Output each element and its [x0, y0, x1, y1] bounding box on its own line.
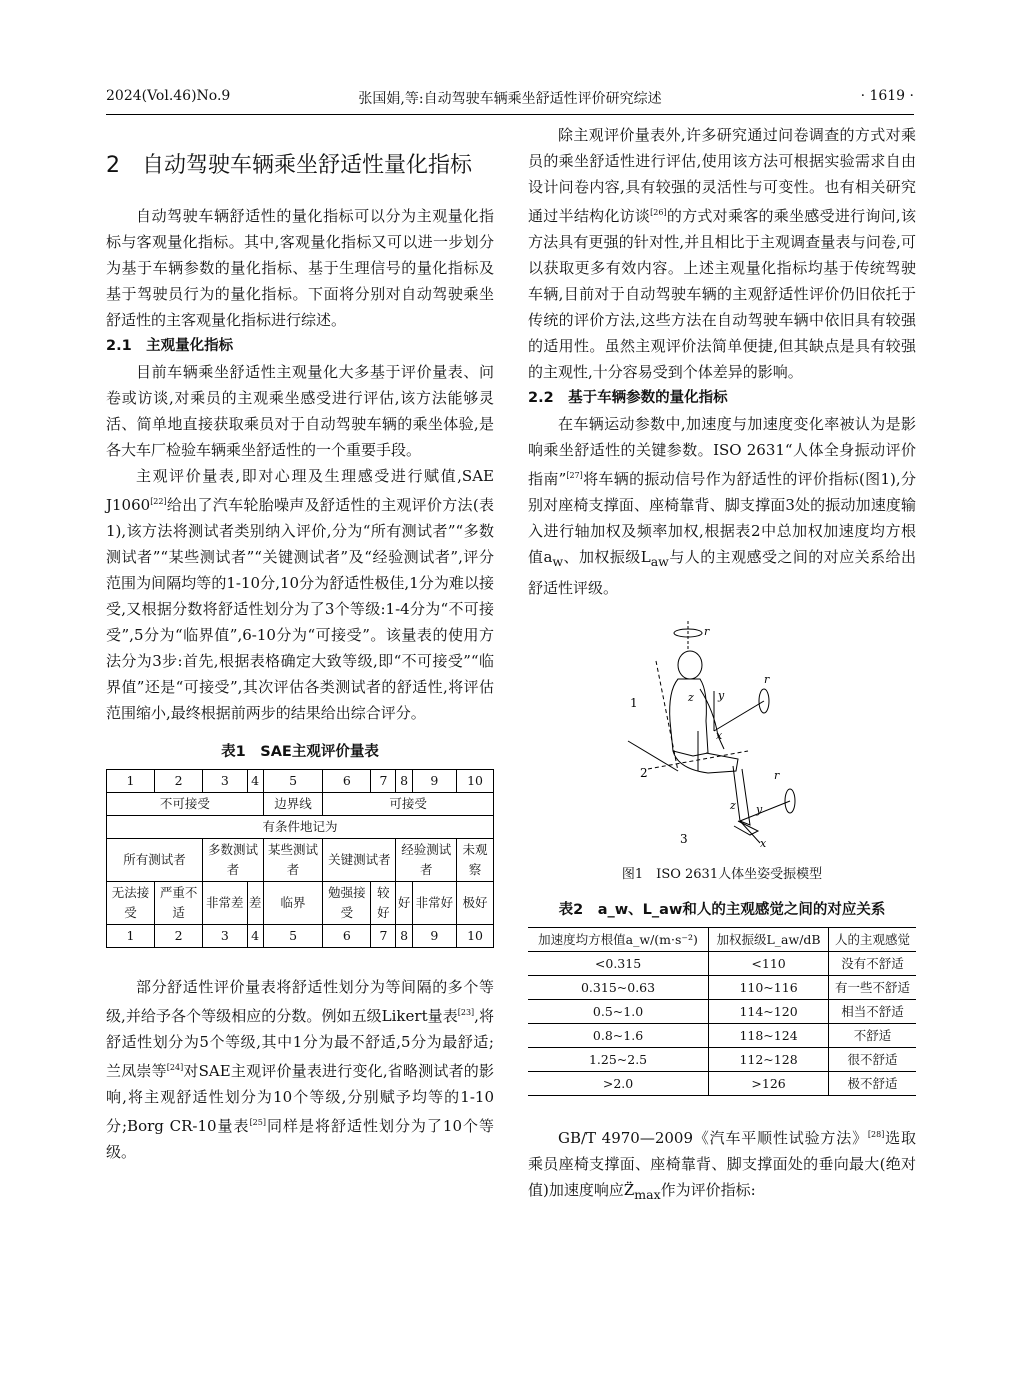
section-title: 2 自动驾驶车辆乘坐舒适性量化指标 — [106, 153, 472, 178]
axis-label: x — [716, 729, 723, 742]
table-row: 1 2 3 4 5 6 7 8 9 10 — [107, 925, 494, 948]
table-row: 有条件地记为 — [107, 816, 494, 839]
table-row: 0.315~0.63 110~116 有一些不舒适 — [528, 976, 916, 1000]
aw-law-table — [528, 927, 916, 1096]
table-row: 无法接受 严重不适 非常差 差 临界 勉强接受 较好 好 非常好 极好 — [107, 882, 494, 925]
table-row: 0.5~1.0 114~120 相当不舒适 — [528, 1000, 916, 1024]
table-row: >2.0 >126 极不舒适 — [528, 1072, 916, 1096]
subsection-title: 2.1 主观量化指标 — [106, 338, 234, 354]
paragraph: 主观评价量表,即对心理及生理感受进行赋值,SAE J1060[22]给出了汽车轮胎噪声及舒适性的主观评价方法(表1),该方法将测试者类别纳入评价,分为“所有测试者”“多数测试者”“某些测试者”“关键测试者”及“经验测试者”,评分范围为间隔均等的1-10分,10分为舒适性极佳,1分为难以接受,又根据分数将舒适性划分为了3个等级:1-4分为“不可接受”,5分为“临界值”,6-10分为“可接受”。该量表的使用方法分为3步:首先,根据表格确定大致等级,即“不可接受”“临界值”还是“可接受”,其次评估各类测试者的舒适性,将评估范围缩小,最终根据前两步的结果给出综合评分。 — [106, 467, 494, 722]
axis-label: z — [730, 799, 736, 812]
page-number: · 1619 · — [860, 88, 914, 104]
intro-paragraph: 自动驾驶车辆舒适性的量化指标可以分为主观量化指标与客观量化指标。其中,客观量化指标又可以进一步划分为基于车辆参数的量化指标、基于生理信号的量化指标及基于驾驶员行为的量化指标。下面将分别对自动驾驶乘坐舒适性的主客观量化指标进行综述。 — [106, 207, 494, 329]
table-row: 0.8~1.6 118~124 不舒适 — [528, 1024, 916, 1048]
axis-label: y — [756, 803, 763, 816]
axis-label: y — [718, 689, 725, 702]
table-header-row: 加速度均方根值a_w/(m·s⁻²) 加权振级L_aw/dB 人的主观感觉 — [528, 928, 916, 952]
table-caption: 表2 a_w、L_aw和人的主观感觉之间的对应关系 — [558, 902, 886, 918]
header-rule — [106, 114, 914, 115]
table-row: 1.25~2.5 112~128 很不舒适 — [528, 1048, 916, 1072]
citation: [22] — [150, 497, 167, 506]
running-title: 张国娟,等:自动驾驶车辆乘坐舒适性评价研究综述 — [358, 91, 662, 107]
citation: [26] — [650, 208, 667, 217]
citation: [27] — [566, 471, 583, 480]
citation: [25] — [249, 1118, 266, 1127]
callout-label: 2 — [640, 766, 648, 780]
table-caption: 表1 SAE主观评价量表 — [221, 744, 379, 760]
seated-vibration-figure — [528, 621, 916, 851]
journal-issue: 2024(Vol.46)No.9 — [106, 88, 231, 104]
citation: [23] — [457, 1008, 475, 1017]
thigh-shape — [673, 751, 738, 773]
figure-caption: 图1 ISO 2631人体坐姿受振模型 — [621, 867, 823, 882]
paragraph: GB/T 4970—2009《汽车平顺性试验方法》[28]选取乘员座椅支撑面、座椅靠背、脚支撑面处的垂向最大(绝对值)加速度响应$Z̈_{max}$作为评价指标: — [528, 1129, 916, 1202]
leg-shape — [733, 766, 750, 825]
citation: [24] — [166, 1063, 184, 1072]
table-row: <0.315 <110 没有不舒适 — [528, 952, 916, 976]
table-row: 1 2 3 4 5 6 7 8 9 10 — [107, 770, 494, 793]
table-row: 不可接受 边界线 可接受 — [107, 793, 494, 816]
callout-label: 1 — [630, 696, 638, 710]
paragraph: 除主观评价量表外,许多研究通过问卷调查的方式对乘员的乘坐舒适性进行评估,使用该方法可根据实验需求自由设计问卷内容,具有较强的灵活性与可变性。也有相关研究通过半结构化访谈[26]的方式对乘客的乘坐感受进行询问,该方法具有更强的针对性,并且相比于主观调查量表与问卷,可以获取更多有效内容。上述主观量化指标均基于传统驾驶车辆,目前对于自动驾驶车辆的主观舒适性评价仍旧依托于传统的评价方法,这些方法在自动驾驶车辆中依旧具有较强的适用性。虽然主观评价法简单便捷,但其缺点是具有较强的主观性,十分容易受到个体差异的影响。 — [528, 126, 916, 381]
paragraph: 在车辆运动参数中,加速度与加速度变化率被认为是影响乘坐舒适性的关键参数。ISO 2631“人体全身振动评价指南”[27]将车辆的振动信号作为舒适性的评价指标(图1),分别对座椅支撑面、座椅靠背、脚支撑面3处的振动加速度输入进行轴加权及频率加权,根据表2中总加权加速度均方根值$a_w$、加权振级$L_{aw}$与人的主观感受之间的对应关系给出舒适性评级。 — [528, 415, 916, 597]
axis-label: r — [704, 625, 710, 638]
axis-label: x — [760, 837, 767, 850]
callout-label: 3 — [680, 832, 688, 846]
axis-label: z — [688, 691, 694, 704]
paragraph: 目前车辆乘坐舒适性主观量化大多基于评价量表、问卷或访谈,对乘员的主观乘坐感受进行评估,该方法能够灵活、简单地直接获取乘员对于自动驾驶车辆的乘坐体验,是各大车厂检验车辆乘坐舒适性的一个重要手段。 — [106, 363, 494, 459]
subsection-title: 2.2 基于车辆参数的量化指标 — [528, 390, 728, 406]
table-row: 所有测试者 多数测试者 某些测试者 关键测试者 经验测试者 未观察 — [107, 839, 494, 882]
citation: [28] — [867, 1130, 885, 1139]
left-column — [106, 122, 494, 1165]
axis-label: r — [774, 769, 780, 782]
axis-label: r — [764, 673, 770, 686]
right-column — [528, 122, 916, 1208]
head-shape — [678, 651, 702, 679]
paragraph: 部分舒适性评价量表将舒适性划分为等间隔的多个等级,并给予各个等级相应的分数。例如五级Likert量表[23],将舒适性划分为5个等级,其中1分为最不舒适,5分为最舒适;兰凤崇等[24]对SAE主观评价量表进行变化,省略测试者的影响,将主观舒适性划分为10个等级,分别赋予均等的1-10分;Borg CR-10量表[25]同样是将舒适性划分为了10个等级。 — [106, 978, 495, 1161]
sae-rating-table — [106, 769, 494, 948]
